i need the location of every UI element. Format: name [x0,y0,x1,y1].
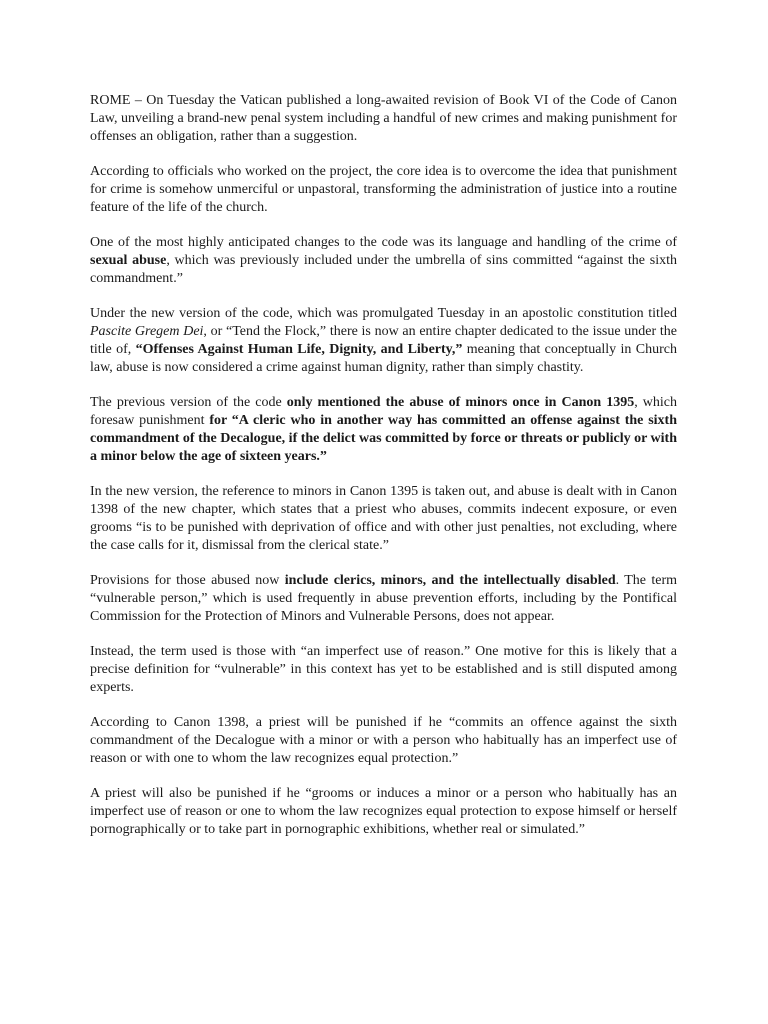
paragraph-4 [90,305,677,377]
paragraph-8: Instead, the term used is those with “an imperfect use of reason.” One motive for this is likely that a precise definition for “vulnerable” in this context has yet to be established and is still disputed among experts. [90,644,677,695]
paragraph-5-text-a: The previous version of the code [90,395,287,410]
paragraph-3 [90,234,677,288]
paragraph-4-text-a: Under the new version of the code, which was promulgated Tuesday in an apostolic constitution titled [90,306,677,321]
paragraph-5 [90,394,677,466]
paragraph-7-text-c: . The term “vulnerable person,” which is used frequently in abuse prevention efforts, including by the Pontifical Commission for the Protection of Minors and Vulnerable Persons, does not appear. [90,573,677,624]
paragraph-9: According to Canon 1398, a priest will be punished if he “commits an offence against the sixth commandment of the Decalogue with a minor or with a person who habitually has an imperfect use of reason or with one to whom the law recognizes equal protection.” [90,715,677,766]
paragraph-2: According to officials who worked on the project, the core idea is to overcome the idea that punishment for crime is somehow unmerciful or unpastoral, transforming the administration of justice into a routine feature of the life of the church. [90,164,677,215]
paragraph-10: A priest will also be punished if he “grooms or induces a minor or a person who habitually has an imperfect use of reason or one to whom the law recognizes equal protection to expose himself or herself pornographically or to take part in pornographic exhibitions, whether real or simulated.” [90,786,677,837]
paragraph-4-text-e: meaning that conceptually in Church law, abuse is now considered a crime against human dignity, rather than simply chastity. [90,342,677,375]
paragraph-7-bold-provisions: include clerics, minors, and the intellectually disabled [284,573,616,588]
paragraph-4-text-c: , or “Tend the Flock,” there is now an entire chapter dedicated to the issue under the title of, [90,324,677,357]
document-page [90,92,677,839]
paragraph-3-text-c: , which was previously included under the umbrella of sins committed “against the sixth commandment.” [90,253,677,286]
paragraph-5-bold-quote: for “A cleric who in another way has committed an offense against the sixth commandment of the Decalogue, if the delict was committed by force or threats or publicly or with a minor below the age of sixteen years.” [90,413,678,464]
paragraph-4-bold-chapter-title: “Offenses Against Human Life, Dignity, and Liberty,” [135,342,463,357]
paragraph-1: ROME – On Tuesday the Vatican published a long-awaited revision of Book VI of the Code of Canon Law, unveiling a brand-new penal system including a handful of new crimes and making punishment for offenses an obligation, rather than a suggestion. [90,93,677,144]
paragraph-4-italic-title: Pascite Gregem Dei [90,324,204,339]
paragraph-7 [90,572,677,626]
paragraph-5-text-c: , which foresaw punishment [90,395,677,428]
paragraph-6: In the new version, the reference to minors in Canon 1395 is taken out, and abuse is dealt with in Canon 1398 of the new chapter, which states that a priest who abuses, commits indecent exposure, or even grooms “is to be punished with deprivation of office and with other just penalties, not excluding, where the case calls for it, dismissal from the clerical state.” [90,484,677,553]
paragraph-5-bold-canon-1395: only mentioned the abuse of minors once in Canon 1395 [286,395,635,410]
paragraph-3-text-a: One of the most highly anticipated changes to the code was its language and handling of the crime of [90,235,677,250]
paragraph-3-bold-sexual-abuse: sexual abuse [90,253,167,268]
paragraph-7-text-a: Provisions for those abused now [90,573,285,588]
